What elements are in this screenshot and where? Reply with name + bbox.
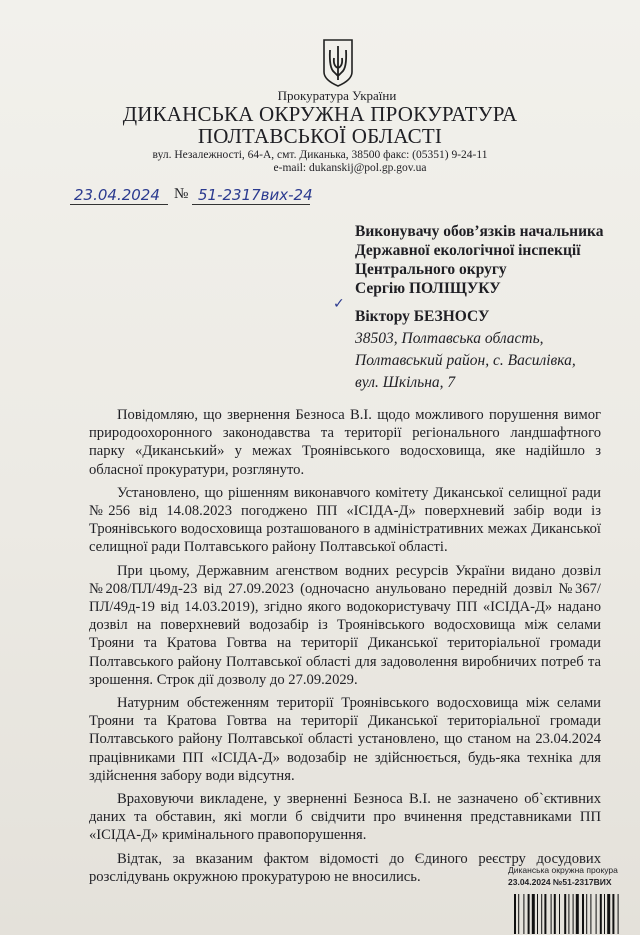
trident-emblem-icon — [322, 38, 354, 88]
recipient-address-line: вул. Шкільна, 7 — [355, 374, 456, 391]
number-underline — [192, 204, 310, 205]
registration-office: Диканська окружна прокура — [508, 865, 618, 875]
office-name-line2: ПОЛТАВСЬКОЇ ОБЛАСТІ — [197, 124, 443, 148]
registration-number: 23.04.2024 №51-2317ВИХ — [508, 877, 612, 887]
office-email: e-mail: dukanskij@pol.gp.gov.ua — [273, 162, 427, 174]
body-paragraph: Натурним обстеженням території Троянівського водосховища між селами Трояни та Кратова Говтва на території Диканської територіальної громади Полтавського району Полтавської області установлено, що станом на 23.04.2024 працівниками ПП «ІСІДА-Д» водозабір не здійснюється, будь-яка техніка для здійснення забору води відсутня. — [89, 695, 601, 784]
addressee-line: Державної екологічної інспекції — [355, 242, 581, 259]
registration-stamp — [508, 864, 640, 888]
addressee-block — [355, 222, 603, 298]
second-recipient-block — [355, 306, 576, 394]
addressee-line: Сергію ПОЛІЩУКУ — [355, 280, 501, 297]
outgoing-number: 51-2317вих-24 — [198, 186, 313, 204]
office-name-line1: ДИКАНСЬКА ОКРУЖНА ПРОКУРАТУРА — [122, 102, 518, 126]
authority-name: Прокуратура України — [277, 88, 397, 103]
barcode — [512, 892, 640, 935]
outgoing-date: 23.04.2024 — [74, 186, 160, 204]
recipient-address-line: 38503, Полтавська область, — [355, 330, 544, 347]
check-mark-icon: ✓ — [333, 296, 345, 312]
body-paragraph: Установлено, що рішенням виконавчого комітету Диканської селищної ради №256 від 14.08.2023 погоджено ПП «ІСІДА-Д» поверхневий забір води із Троянівського водосховища розташованого в адміністративних межах Диканської селищної ради Полтавського району Полтавської області. — [89, 484, 601, 556]
recipient-address-line: Полтавський район, с. Василівка, — [355, 352, 576, 369]
addressee-line: Виконувачу обов’язків начальника — [355, 223, 604, 240]
office-address: вул. Незалежності, 64-А, смт. Диканька, 38500 факс: (05351) 9-24-11 — [152, 149, 488, 161]
letter-body — [89, 406, 601, 891]
body-paragraph: При цьому, Державним агенством водних ресурсів України видано дозвіл №208/ПЛ/49д-23 від 27.09.2023 (одночасно анульовано передній дозвіл №367/ПЛ/49д-19 від 14.03.2019), згідно якого водокористувачу ПП «ІСІДА-Д» надано дозвіл на поверхневий водозабір із Троянівського водосховища між селами Трояни та Кратова Говтва на території Диканської територіальної громади Полтавського району Полтавської області для задоволення виробничих потреб та зрошення. Строк дії дозволу до 27.09.2029. — [89, 562, 601, 688]
date-underline — [70, 204, 168, 205]
recipient-name: Віктору БЕЗНОСУ — [355, 308, 490, 325]
body-paragraph: Враховуючи викладене, у зверненні Безноса В.І. не зазначено об`єктивних даних та обставин, які могли б свідчити про вчинення представниками ПП «ІСІДА-Д» кримінального правопорушення. — [89, 791, 601, 844]
body-paragraph: Повідомляю, що звернення Безноса В.І. щодо можливого порушення вимог природоохоронного законодавства та території регіонального ландшафтного парку «Диканський» у межах Троянівського водосховища, яке надійшло з обласної прокуратури, розглянуто. — [89, 407, 601, 478]
body-paragraph: Відтак, за вказаним фактом відомості до Єдиного реєстру досудових розслідувань окружною прокуратурою не вносились. — [89, 850, 601, 885]
number-label: № — [174, 186, 189, 202]
addressee-line: Центрального округу — [355, 261, 507, 278]
